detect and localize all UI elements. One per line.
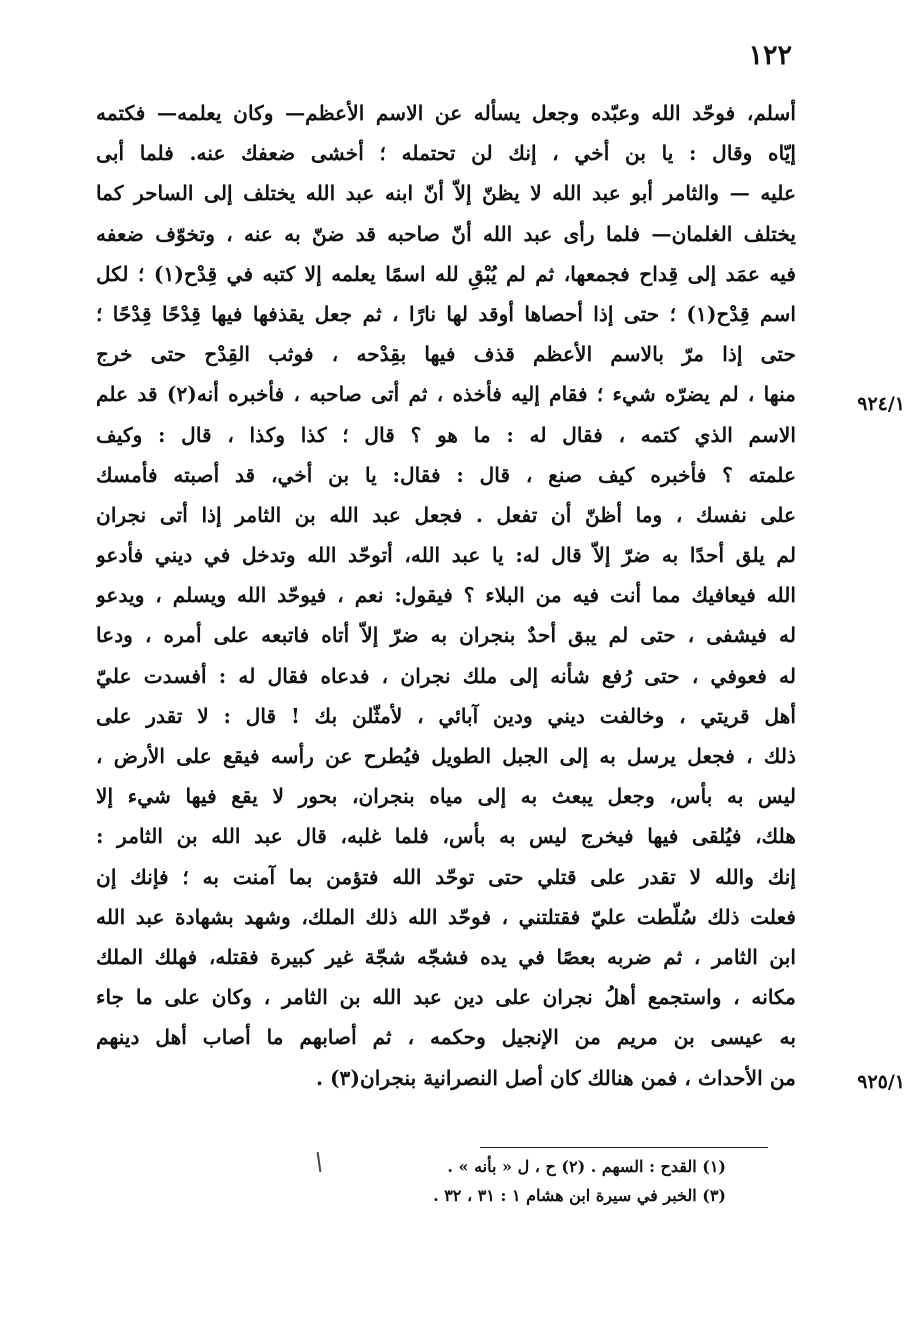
margin-reference: ٩٢٥/١ — [857, 1071, 905, 1093]
text-line: علمته ؟ فأخبره كيف صنع ، قال : فقال: يا بن أخي، قد أصبته فأمسك — [96, 462, 796, 487]
margin-reference: ٩٢٤/١ — [857, 393, 905, 415]
text-line: فعلت ذلك سُلّطت عليّ فقتلتني ، فوحّد الله ذلك الملك، وشهد بشهادة عبد الله — [96, 904, 796, 929]
body-text — [96, 93, 796, 1098]
text-line: حتى إذا مرّ بالاسم الأعظم قذف فيها بقِدْحه ، فوثب القِدْح حتى خرج — [96, 342, 796, 367]
margin-mark — [317, 1152, 322, 1172]
text-line: الله فيعافيك مما أنت فيه من البلاء ؟ فيقول: نعم ، فيوحّد الله ويسلم ، ويدعو — [96, 583, 796, 608]
text-line: فيه عمَد إلى قِداح فجمعها، ثم لم يُبْقِ لله اسمًا يعلمه إلا كتبه في قِدْح(١) ؛ لكل — [96, 261, 796, 286]
text-line: به عيسى بن مريم من الإنجيل وحكمه ، ثم أصابهم ما أصاب أهل دينهم — [96, 1025, 796, 1050]
text-line: أسلم، فوحّد الله وعبّده وجعل يسأله عن الاسم الأعظم— وكان يعلمه— فكتمه — [96, 101, 796, 125]
text-line: إيّاه وقال : يا بن أخي ، إنك لن تحتمله ؛ أخشى ضعفك عنه. فلما أبى — [96, 141, 796, 166]
text-line: منها ، لم يضرّه شيء ؛ فقام إليه فأخذه ، ثم أتى صاحبه ، فأخبره أنه(٢) قد علم — [96, 382, 796, 407]
text-line: ليس به بأس، وجعل يبعث به إلى مياه بنجران، بحور لا يقع فيها شيء إلا — [96, 784, 796, 809]
text-line: له فيشفى ، حتى لم يبق أحدٌ بنجران به ضرّ إلاّ أتاه فاتبعه على أمره ، ودعا — [96, 623, 796, 648]
text-line: ذلك ، فجعل يرسل به إلى الجبل الطويل فيُطرح عن رأسه فيقع على الأرض ، — [96, 744, 796, 768]
footnote-divider — [480, 1147, 768, 1148]
footnote-line: (١) القدح : السهم . (٢) ح ، ل « بأنه » . — [447, 1157, 726, 1176]
text-line: على نفسك ، وما أظنّ أن تفعل . فجعل عبد الله بن الثامر إذا أتى نجران — [96, 502, 796, 527]
text-line: الاسم الذي كتمه ، فقال له : ما هو ؟ قال ؛ كذا وكذا ، قال : وكيف — [96, 422, 796, 447]
text-line: إنك والله لا تقدر على قتلي حتى توحّد الله فتؤمن بما آمنت به ؛ فإنك إن — [96, 864, 796, 889]
footnotes — [380, 1152, 726, 1210]
text-line: ابن الثامر ، ثم ضربه بعصًا في يده فشجّه شجّة غير كبيرة فقتله، فهلك الملك — [96, 944, 796, 969]
text-line: لم يلق أحدًا به ضرّ إلاّ قال له: يا عبد الله، أتوحّد الله وتدخل في ديني فأدعو — [96, 543, 796, 568]
text-line: عليه — والثامر أبو عبد الله لا يظنّ إلاّ أنّ ابنه عبد الله يختلف إلى الساحر كما — [96, 181, 796, 206]
text-line: له فعوفي ، حتى رُفع شأنه إلى ملك نجران ، فدعاه فقال له : أفسدت عليّ — [96, 663, 796, 688]
text-line: اسم قِدْح(١) ؛ حتى إذا أحصاها أوقد لها نارًا ، ثم جعل يقذفها فيها قِدْحًا قِدْحًا ؛ — [96, 301, 796, 326]
footnote-line: (٣) الخبر في سيرة ابن هشام ١ : ٣١ ، ٣٢ . — [433, 1186, 726, 1205]
page-number: ١٢٢ — [748, 40, 792, 71]
text-line: يختلف الغلمان— فلما رأى عبد الله أنّ صاحبه قد ضنّ به عنه ، وتخوّف ضعفه — [96, 221, 796, 246]
text-line: من الأحداث ، فمن هنالك كان أصل النصرانية بنجران(٣) . — [315, 1065, 796, 1090]
text-line: مكانه ، واستجمع أهلُ نجران على دين عبد الله بن الثامر ، وكان على ما جاء — [96, 985, 796, 1010]
text-line: هلك، فيُلقى فيها فيخرج ليس به بأس، فلما غلبه، قال عبد الله بن الثامر : — [96, 824, 796, 849]
text-line: أهل قريتي ، وخالفت ديني ودين آبائي ، لأمثّلن بك ! قال : لا تقدر على — [96, 703, 796, 728]
